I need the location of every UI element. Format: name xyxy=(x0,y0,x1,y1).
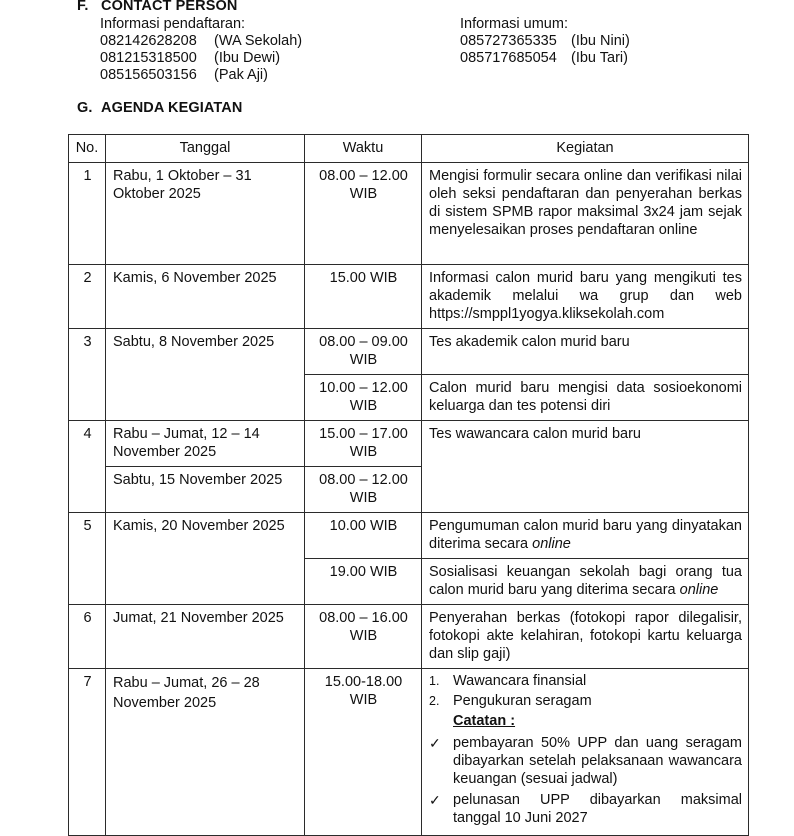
cell-tanggal: Sabtu, 15 November 2025 xyxy=(106,467,305,513)
cell-waktu: 15.00 – 17.00 WIB xyxy=(305,421,422,467)
checkmark-icon: ✓ xyxy=(429,735,441,751)
section-f-heading xyxy=(77,0,237,15)
kegiatan-emphasis: online xyxy=(532,536,571,552)
cell-no: 6 xyxy=(69,605,106,669)
cell-kegiatan xyxy=(422,559,749,605)
cell-waktu: 10.00 WIB xyxy=(305,513,422,559)
registration-label: Informasi pendaftaran: xyxy=(100,16,246,32)
kegiatan-text: Sosialisasi keuangan sekolah bagi orang tua calon murid baru yang diterima secara xyxy=(429,564,742,598)
header-waktu: Waktu xyxy=(305,135,422,163)
table-row xyxy=(69,669,749,836)
cell-kegiatan xyxy=(422,513,749,559)
cell-tanggal: Kamis, 6 November 2025 xyxy=(106,265,305,329)
cell-no: 1 xyxy=(69,163,106,265)
list-item xyxy=(429,672,742,692)
table-row xyxy=(69,163,749,265)
contact-name: (WA Sekolah) xyxy=(214,33,303,49)
contact-phone: 085717685054 xyxy=(460,50,557,66)
header-no: No. xyxy=(69,135,106,163)
cell-waktu: 08.00 – 09.00 WIB xyxy=(305,329,422,375)
section-f-title: CONTACT PERSON xyxy=(101,0,238,14)
contact-phone: 081215318500 xyxy=(100,50,197,66)
cell-waktu: 10.00 – 12.00 WIB xyxy=(305,375,422,421)
section-f-letter: F. xyxy=(77,0,89,14)
contact-row xyxy=(460,33,630,50)
list-item xyxy=(429,692,742,712)
cell-tanggal: Sabtu, 8 November 2025 xyxy=(106,329,305,421)
list-text: Pengukuran seragam xyxy=(453,693,592,709)
contact-name: (Ibu Nini) xyxy=(571,33,630,49)
cell-kegiatan: Penyerahan berkas (fotokopi rapor dilegalisir, fotokopi akte kelahiran, fotokopi kartu keluarga dan slip gaji) xyxy=(422,605,749,669)
kegiatan-emphasis: online xyxy=(679,582,719,598)
note-item xyxy=(429,791,742,827)
table-header-row xyxy=(69,135,749,163)
cell-tanggal: Rabu, 1 Oktober – 31 Oktober 2025 xyxy=(106,163,305,265)
checkmark-icon: ✓ xyxy=(429,792,441,808)
note-text: pembayaran 50% UPP dan uang seragam dibayarkan setelah pelaksanaan wawancara keuangan (sesuai jadwal) xyxy=(453,735,742,787)
contact-row xyxy=(100,67,302,84)
section-g-title: AGENDA KEGIATAN xyxy=(101,100,243,116)
cell-no: 2 xyxy=(69,265,106,329)
header-tanggal: Tanggal xyxy=(106,135,305,163)
cell-waktu: 08.00 – 12.00 WIB xyxy=(305,467,422,513)
cell-waktu: 15.00 WIB xyxy=(305,265,422,329)
contact-phone: 085727365335 xyxy=(460,33,557,49)
table-row xyxy=(69,513,749,559)
note-text: pelunasan UPP dibayarkan maksimal tanggal 10 Juni 2027 xyxy=(453,792,742,826)
contact-phone: 082142628208 xyxy=(100,33,197,49)
cell-no: 3 xyxy=(69,329,106,421)
contact-name: (Ibu Dewi) xyxy=(214,50,281,66)
kegiatan-text: Pengumuman calon murid baru yang dinyatakan diterima secara xyxy=(429,518,742,552)
cell-kegiatan: Informasi calon murid baru yang mengikuti tes akademik melalui wa grup dan web https://smppl1yogya.kliksekolah.com xyxy=(422,265,749,329)
contact-name: (Ibu Tari) xyxy=(571,50,628,66)
table-row xyxy=(69,605,749,669)
general-label: Informasi umum: xyxy=(460,16,568,32)
list-number: 1. xyxy=(429,674,440,688)
cell-no: 4 xyxy=(69,421,106,513)
general-contacts xyxy=(460,16,630,67)
cell-waktu: 19.00 WIB xyxy=(305,559,422,605)
cell-tanggal: Kamis, 20 November 2025 xyxy=(106,513,305,605)
list-number: 2. xyxy=(429,694,440,708)
registration-contacts xyxy=(100,16,302,84)
contact-phone: 085156503156 xyxy=(100,67,197,83)
cell-waktu: 08.00 – 16.00 WIB xyxy=(305,605,422,669)
list-text: Wawancara finansial xyxy=(453,673,587,689)
cell-kegiatan: Tes wawancara calon murid baru xyxy=(422,421,749,513)
activity-list xyxy=(429,672,742,712)
cell-no: 7 xyxy=(69,669,106,836)
contact-row xyxy=(460,50,630,67)
table-row xyxy=(69,265,749,329)
cell-kegiatan xyxy=(422,669,749,836)
table-row xyxy=(69,329,749,375)
contact-row xyxy=(100,50,302,67)
contact-name: (Pak Aji) xyxy=(214,67,268,83)
contact-row xyxy=(100,33,302,50)
cell-waktu: 15.00-18.00 WIB xyxy=(305,669,422,836)
header-kegiatan: Kegiatan xyxy=(422,135,749,163)
section-g-heading xyxy=(77,100,242,117)
cell-tanggal: Jumat, 21 November 2025 xyxy=(106,605,305,669)
note-item xyxy=(429,734,742,788)
cell-kegiatan: Mengisi formulir secara online dan verifikasi nilai oleh seksi pendaftaran dan penyerahan berkas di sistem SPMB rapor maksimal 3x24 jam sejak menyelesaikan proses pendaftaran online xyxy=(422,163,749,265)
cell-no: 5 xyxy=(69,513,106,605)
cell-kegiatan: Tes akademik calon murid baru xyxy=(422,329,749,375)
agenda-table xyxy=(68,134,749,836)
cell-tanggal: Rabu – Jumat, 26 – 28 November 2025 xyxy=(106,669,305,836)
cell-kegiatan: Calon murid baru mengisi data sosioekonomi keluarga dan tes potensi diri xyxy=(422,375,749,421)
catatan-label: Catatan : xyxy=(453,713,516,729)
section-g-letter: G. xyxy=(77,100,93,116)
cell-waktu: 08.00 – 12.00 WIB xyxy=(305,163,422,265)
table-row xyxy=(69,421,749,467)
cell-tanggal: Rabu – Jumat, 12 – 14 November 2025 xyxy=(106,421,305,467)
